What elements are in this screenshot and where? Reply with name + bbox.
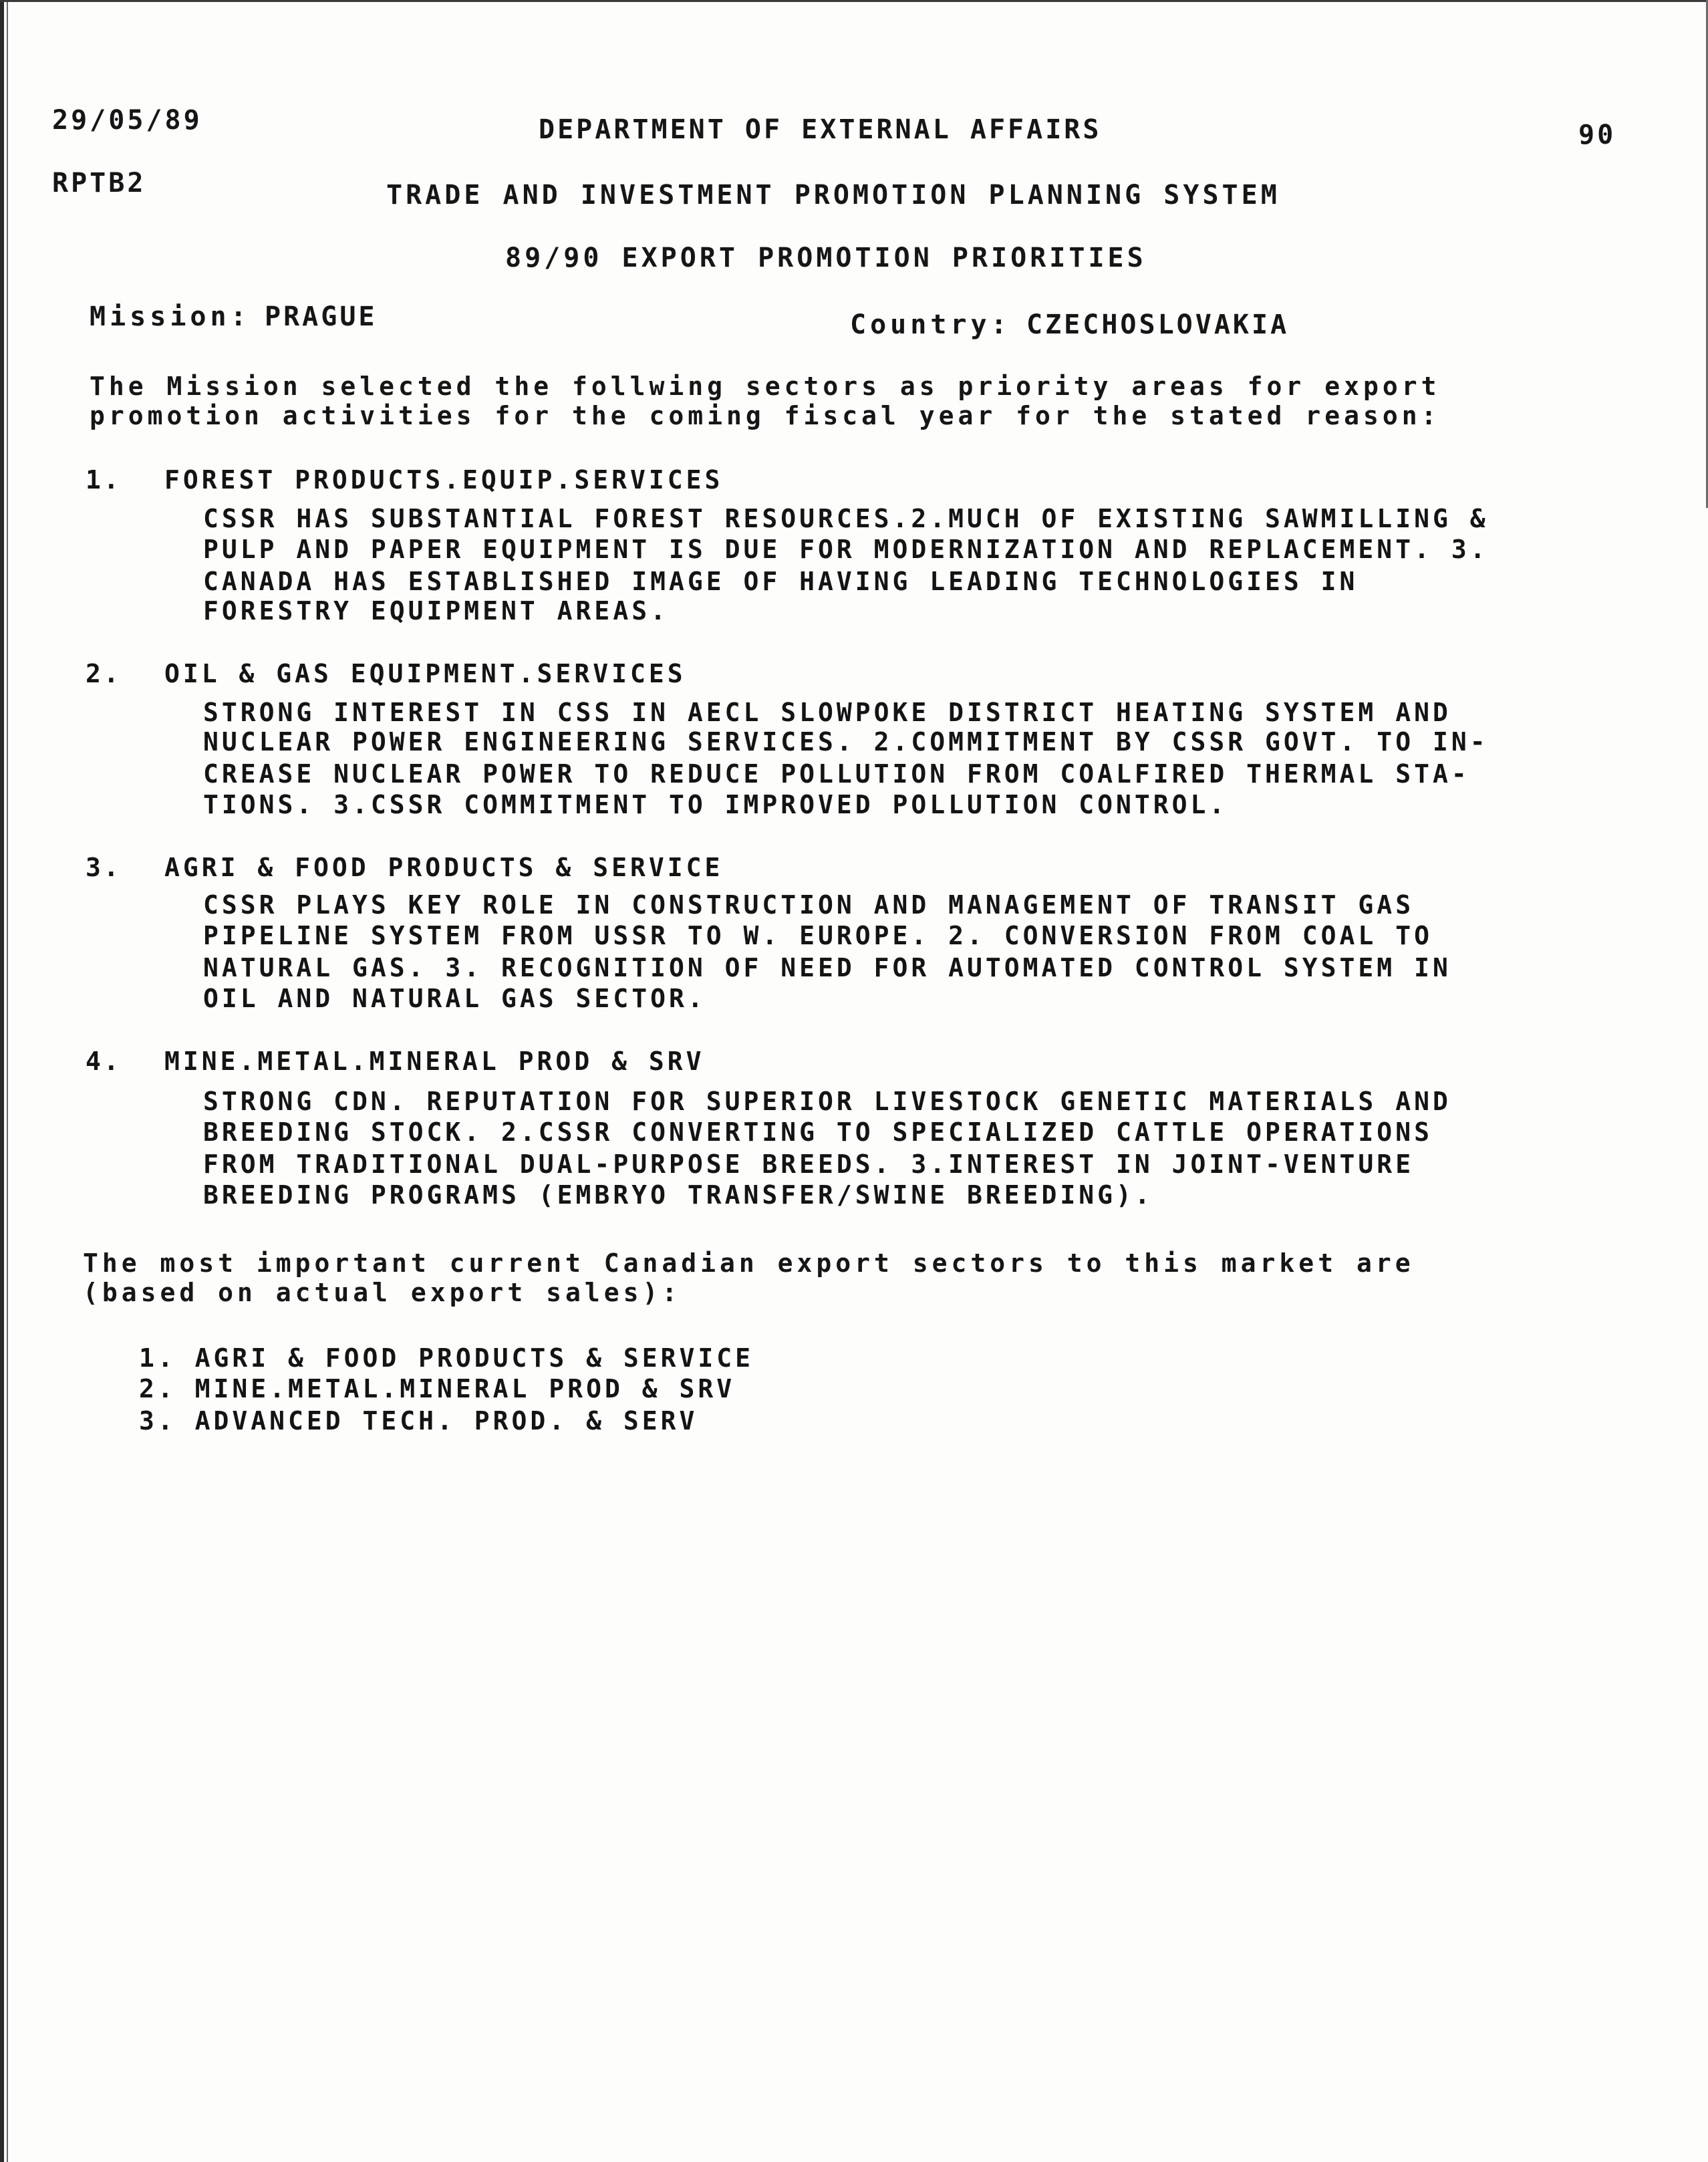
- priority-desc-line: NATURAL GAS. 3. RECOGNITION OF NEED FOR AUTOMATED CONTROL SYSTEM IN: [203, 953, 1451, 982]
- report-subtitle: 89/90 EXPORT PROMOTION PRIORITIES: [505, 243, 1147, 273]
- current-sector-item: 3. ADVANCED TECH. PROD. & SERV: [139, 1406, 698, 1436]
- department-title: DEPARTMENT OF EXTERNAL AFFAIRS: [539, 114, 1102, 145]
- intro-line: The Mission selected the follwing sectors as priority areas for export: [90, 372, 1441, 401]
- current-sector-item: 2. MINE.METAL.MINERAL PROD & SRV: [139, 1374, 736, 1403]
- mission-value: PRAGUE: [265, 301, 378, 332]
- report-code: RPTB2: [52, 168, 146, 198]
- priority-desc-line: OIL AND NATURAL GAS SECTOR.: [203, 984, 706, 1013]
- priority-title: AGRI & FOOD PRODUCTS & SERVICE: [164, 853, 724, 882]
- scan-edge-left-inner: [7, 0, 8, 2162]
- priority-desc-line: CREASE NUCLEAR POWER TO REDUCE POLLUTION FROM COALFIRED THERMAL STA-: [203, 759, 1470, 789]
- mission-label: Mission:: [90, 301, 251, 332]
- priority-title: FOREST PRODUCTS.EQUIP.SERVICES: [164, 465, 724, 495]
- priority-desc-line: TIONS. 3.CSSR COMMITMENT TO IMPROVED POLLUTION CONTROL.: [203, 790, 1228, 819]
- intro-line: promotion activities for the coming fiscal year for the stated reason:: [90, 401, 1441, 430]
- priority-desc-line: CSSR HAS SUBSTANTIAL FOREST RESOURCES.2.MUCH OF EXISTING SAWMILLING &: [203, 504, 1489, 533]
- priority-desc-line: CANADA HAS ESTABLISHED IMAGE OF HAVING LEADING TECHNOLOGIES IN: [203, 567, 1359, 596]
- scan-edge-left: [0, 0, 4, 2162]
- priority-title: OIL & GAS EQUIPMENT.SERVICES: [164, 659, 686, 688]
- priority-title: MINE.METAL.MINERAL PROD & SRV: [164, 1047, 705, 1076]
- scan-edge-top: [0, 0, 1708, 2]
- report-date: 29/05/89: [52, 105, 202, 136]
- priority-desc-line: STRONG CDN. REPUTATION FOR SUPERIOR LIVESTOCK GENETIC MATERIALS AND: [203, 1087, 1451, 1116]
- priority-number: 1.: [86, 465, 122, 495]
- page-number: 90: [1578, 120, 1616, 150]
- priority-desc-line: FORESTRY EQUIPMENT AREAS.: [203, 596, 669, 626]
- priority-desc-line: BREEDING STOCK. 2.CSSR CONVERTING TO SPECIALIZED CATTLE OPERATIONS: [203, 1117, 1433, 1147]
- current-sector-item: 1. AGRI & FOOD PRODUCTS & SERVICE: [139, 1343, 754, 1373]
- system-title: TRADE AND INVESTMENT PROMOTION PLANNING SYSTEM: [386, 180, 1280, 211]
- country-label: Country:: [850, 309, 1011, 340]
- priority-desc-line: FROM TRADITIONAL DUAL-PURPOSE BREEDS. 3.INTEREST IN JOINT-VENTURE: [203, 1150, 1415, 1179]
- priority-desc-line: PULP AND PAPER EQUIPMENT IS DUE FOR MODERNIZATION AND REPLACEMENT. 3.: [203, 535, 1489, 564]
- priority-desc-line: STRONG INTEREST IN CSS IN AECL SLOWPOKE DISTRICT HEATING SYSTEM AND: [203, 698, 1451, 727]
- country-value: CZECHOSLOVAKIA: [1026, 309, 1290, 340]
- priority-desc-line: CSSR PLAYS KEY ROLE IN CONSTRUCTION AND MANAGEMENT OF TRANSIT GAS: [203, 890, 1415, 920]
- priority-desc-line: PIPELINE SYSTEM FROM USSR TO W. EUROPE. 2. CONVERSION FROM COAL TO: [203, 921, 1433, 950]
- priority-desc-line: NUCLEAR POWER ENGINEERING SERVICES. 2.COMMITMENT BY CSSR GOVT. TO IN-: [203, 727, 1489, 757]
- current-intro-line: The most important current Canadian export sectors to this market are: [83, 1248, 1415, 1278]
- priority-number: 2.: [86, 659, 122, 688]
- priority-number: 3.: [86, 853, 122, 882]
- priority-desc-line: BREEDING PROGRAMS (EMBRYO TRANSFER/SWINE BREEDING).: [203, 1180, 1153, 1210]
- priority-number: 4.: [86, 1047, 122, 1076]
- current-intro-line: (based on actual export sales):: [83, 1278, 682, 1307]
